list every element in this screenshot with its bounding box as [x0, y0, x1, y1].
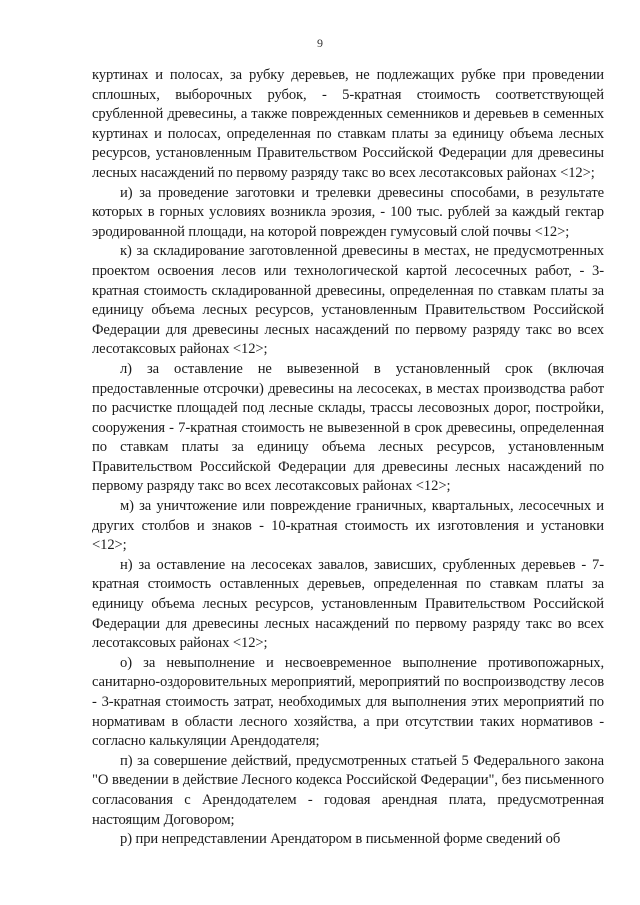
paragraph-item-r: р) при непредставлении Арендатором в письменной форме сведений об — [120, 831, 561, 848]
paragraph-item-k: к) за складирование заготовленной древесины в местах, не предусмотренных проектом освоения лесов или технологической картой лесосечных работ, - 3-кратная стоимость складированной древесины, определенная по ставкам платы за единицу объема лесных ресурсов, установленным Правительством Российской Федерации для древесины лесных насаждений по первому разряду такс во всех лесотаксовых районах <12>; — [92, 243, 604, 358]
paragraph-item-i: и) за проведение заготовки и трелевки древесины способами, в результате которых в горных условиях возникла эрозия, - 100 тыс. рублей за каждый гектар эродированной площади, на которой поврежден гумусовый слой почвы <12>; — [92, 184, 604, 240]
paragraph-item-o: о) за невыполнение и несвоевременное выполнение противопожарных, санитарно-оздоровительных мероприятий, мероприятий по воспроизводству лесов - 3-кратная стоимость затрат, необходимых для выполнения этих мероприятий по нормативам в области лесного хозяйства, а при отсутствии таких нормативов - согласно калькуляции Арендодателя; — [92, 654, 604, 750]
page-number: 9 — [317, 36, 323, 50]
paragraph-item-l: л) за оставление не вывезенной в установленный срок (включая предоставленные отсрочки) древесины на лесосеках, в местах производства работ по расчистке площадей под лесные склады, трассы лесовозных дорог, постройки, сооружения - 7-кратная стоимость не вывезенной в срок древесины, определенная по ставкам платы за единицу объема лесных ресурсов, установленным Правительством Российской Федерации для древесины лесных насаждений по первому разряду такс во всех лесотаксовых районах <12>; — [92, 360, 604, 495]
paragraph-item-p: п) за совершение действий, предусмотренных статьей 5 Федерального закона "О введении в действие Лесного кодекса Российской Федерации", без письменного согласования с Арендодателем - годовая арендная плата, предусмотренная настоящим Договором; — [92, 752, 604, 828]
paragraph-item-m: м) за уничтожение или повреждение граничных, квартальных, лесосечных и других столбов и знаков - 10-кратная стоимость их изготовления и установки <12>; — [92, 498, 604, 554]
paragraph-item-n: н) за оставление на лесосеках завалов, зависших, срубленных деревьев - 7-кратная стоимость оставленных деревьев, определенная по ставкам платы за единицу объема лесных ресурсов, установленным Правительством Российской Федерации для древесины лесных насаждений по первому разряду такс во всех лесотаксовых районах <12>; — [92, 556, 604, 652]
document-body — [92, 66, 604, 850]
paragraph-continuation: куртинах и полосах, за рубку деревьев, не подлежащих рубке при проведении сплошных, выборочных рубок, - 5-кратная стоимость соответствующей срубленной древесины, а также поврежденных семенников и деревьев в семенных куртинах и полосах, определенная по ставкам платы за единицу объема лесных ресурсов, установленным Правительством Российской Федерации для древесины лесных насаждений по первому разряду такс во всех лесотаксовых районах <12>; — [92, 67, 604, 181]
